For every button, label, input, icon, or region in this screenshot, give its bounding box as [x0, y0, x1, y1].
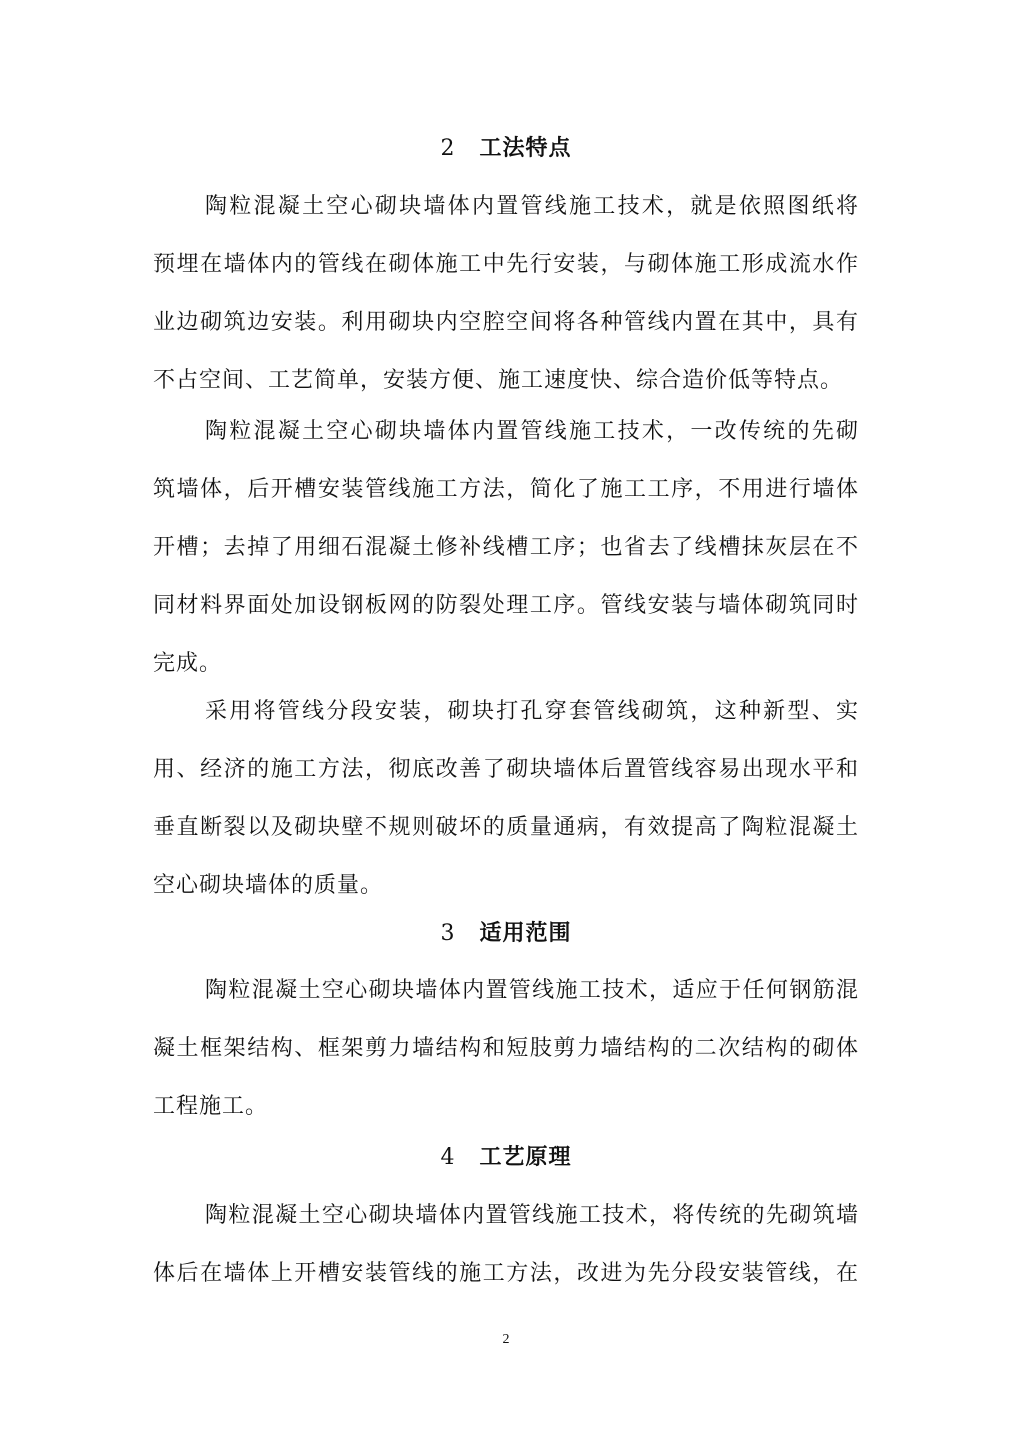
text-line: 陶粒混凝土空心砌块墙体内置管线施工技术，适应于任何钢筋混 [205, 978, 859, 1003]
text-line: 业边砌筑边安装。利用砌块内空腔空间将各种管线内置在其中，具有 [153, 310, 859, 335]
section-title: 工艺原理 [479, 1144, 572, 1170]
paragraph [153, 1187, 859, 1303]
page-number: 2 [502, 1332, 510, 1347]
paragraph [153, 683, 859, 915]
section-heading-2 [0, 133, 1012, 164]
section-heading-4 [0, 1142, 1012, 1173]
paragraph [153, 403, 859, 693]
section-number: 3 [440, 921, 456, 946]
text-line: 不占空间、工艺简单，安装方便、施工速度快、综合造价低等特点。 [153, 368, 844, 393]
paragraph [153, 178, 859, 410]
text-line: 完成。 [153, 651, 223, 676]
section-heading-3 [0, 918, 1012, 949]
text-line: 用、经济的施工方法，彻底改善了砌块墙体后置管线容易出现水平和 [153, 757, 859, 782]
section-number: 2 [440, 136, 456, 161]
section-title: 适用范围 [479, 920, 572, 946]
text-line: 体后在墙体上开槽安装管线的施工方法，改进为先分段安装管线，在 [153, 1261, 859, 1286]
text-line: 预埋在墙体内的管线在砌体施工中先行安装，与砌体施工形成流水作 [153, 252, 859, 277]
text-line: 同材料界面处加设钢板网的防裂处理工序。管线安装与墙体砌筑同时 [153, 593, 859, 618]
text-line: 工程施工。 [153, 1094, 269, 1119]
text-line: 开槽；去掉了用细石混凝土修补线槽工序；也省去了线槽抹灰层在不 [153, 535, 859, 560]
paragraph [153, 962, 859, 1136]
text-line: 凝土框架结构、框架剪力墙结构和短肢剪力墙结构的二次结构的砌体 [153, 1036, 859, 1061]
text-line: 采用将管线分段安装，砌块打孔穿套管线砌筑，这种新型、实 [205, 699, 859, 724]
text-line: 陶粒混凝土空心砌块墙体内置管线施工技术，将传统的先砌筑墙 [205, 1203, 859, 1228]
text-line: 空心砌块墙体的质量。 [153, 873, 384, 898]
section-number: 4 [440, 1145, 456, 1170]
text-line: 陶粒混凝土空心砌块墙体内置管线施工技术，就是依照图纸将 [205, 194, 859, 219]
text-line: 筑墙体，后开槽安装管线施工方法，简化了施工工序，不用进行墙体 [153, 477, 859, 502]
section-title: 工法特点 [479, 135, 572, 161]
text-line: 垂直断裂以及砌块壁不规则破坏的质量通病，有效提高了陶粒混凝土 [153, 815, 859, 840]
text-line: 陶粒混凝土空心砌块墙体内置管线施工技术，一改传统的先砌 [205, 419, 859, 444]
